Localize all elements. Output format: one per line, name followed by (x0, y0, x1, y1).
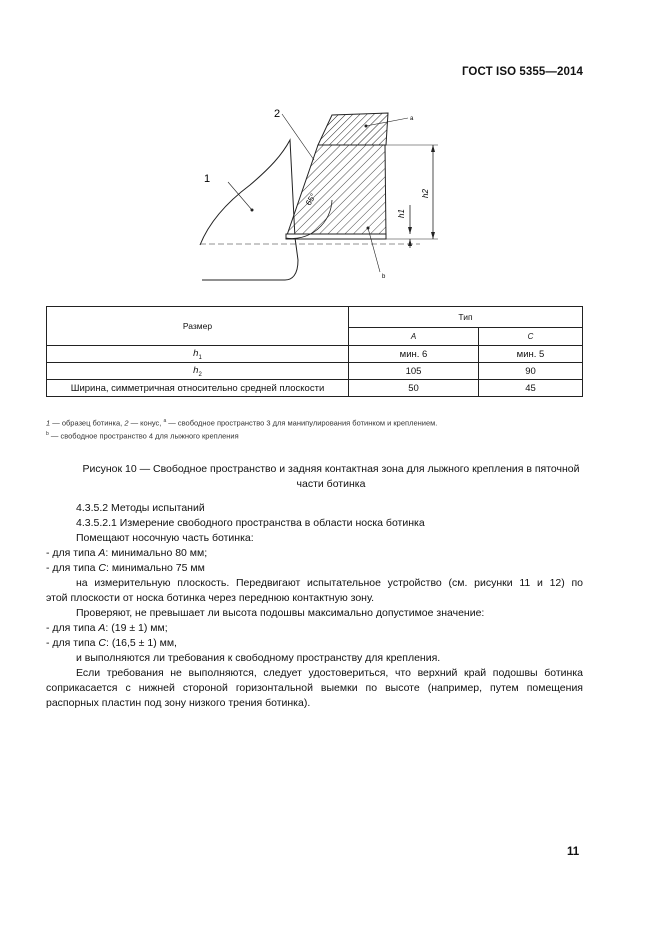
label-b: b (382, 274, 386, 280)
subsection-title: 4.3.5.2.1 Измерение свободного пространства в области носка ботинка (76, 517, 425, 529)
paragraph: и выполняются ли требования к свободному пространству для крепления. (76, 652, 441, 664)
header-size: Размер (47, 307, 349, 346)
dimensions-table (46, 306, 583, 397)
boot-outline (200, 140, 298, 280)
section-title: 4.3.5.2 Методы испытаний (76, 502, 205, 514)
paragraph: Проверяют, не превышает ли высота подошвы максимально допустимое значение: (76, 607, 485, 619)
row-name: Ширина, симметричная относительно средней плоскости (47, 380, 349, 397)
row-sub: 2 (198, 371, 202, 378)
header-type-a: A (349, 328, 479, 346)
row-value-a: 105 (349, 363, 479, 380)
row-value-a: 50 (349, 380, 479, 397)
paragraph-line: Если требования не выполняются, следует удостовериться, что верхний край подошвы ботинка (76, 667, 583, 679)
row-value-c: мин. 5 (479, 346, 583, 363)
table-row (47, 363, 583, 380)
note-line-1: 1 — образец ботинка, 2 — конус, $^a$ — свободное пространство 3 для манипулирования ботинком и креплением. (46, 418, 438, 428)
row-name: h (193, 364, 199, 376)
row-value-c: 90 (479, 363, 583, 380)
header-type: Тип (349, 307, 583, 328)
document-header: ГОСТ ISO 5355—2014 (461, 66, 583, 78)
h2-label: h2 (421, 189, 430, 198)
label-1: 1 (204, 173, 211, 185)
cone-hatched-zone (286, 145, 386, 238)
list-item: - для типа C: минимально 75 мм (46, 562, 205, 574)
page-number: 11 (567, 846, 580, 858)
note-line-2: $^b$ — свободное пространство 4 для лыжного крепления (46, 430, 239, 440)
table-row (47, 380, 583, 397)
paragraph: на измерительную плоскость. Передвигают испытательное устройство (см. рисунки 11 и 12) по (76, 577, 583, 589)
paragraph: этой плоскости от носка ботинка через переднюю контактную зону. (46, 592, 375, 604)
figure-10-diagram (190, 100, 450, 290)
h1-label: h1 (397, 209, 406, 218)
figure-notes (46, 416, 437, 441)
paragraph-line: распорных пластин под зону низкого трения ботинка). (46, 697, 311, 709)
label-2: 2 (274, 108, 281, 120)
row-value-a: мин. 6 (349, 346, 479, 363)
list-item: - для типа A: минимально 80 мм; (46, 547, 208, 559)
row-sub: 1 (198, 354, 202, 361)
list-item: - для типа A: (19 ± 1) мм; (46, 622, 168, 634)
angle-label: 65° (303, 192, 318, 207)
table-row (47, 346, 583, 363)
label-a: a (410, 116, 414, 122)
figure-caption: Рисунок 10 — Свободное пространство и задняя контактная зона для лыжного крепления в пяточной части ботинка (82, 463, 580, 490)
header-type-c: C (479, 328, 583, 346)
paragraph: Помещают носочную часть ботинка: (76, 532, 254, 544)
list-item: - для типа C: (16,5 ± 1) мм, (46, 637, 177, 649)
free-space-a-zone (318, 113, 388, 145)
paragraph-line: соприкасается с нижней стороной горизонтальной выемки по высоте (например, путем помещения (46, 682, 583, 694)
row-value-c: 45 (479, 380, 583, 397)
row-name: h (193, 347, 199, 359)
